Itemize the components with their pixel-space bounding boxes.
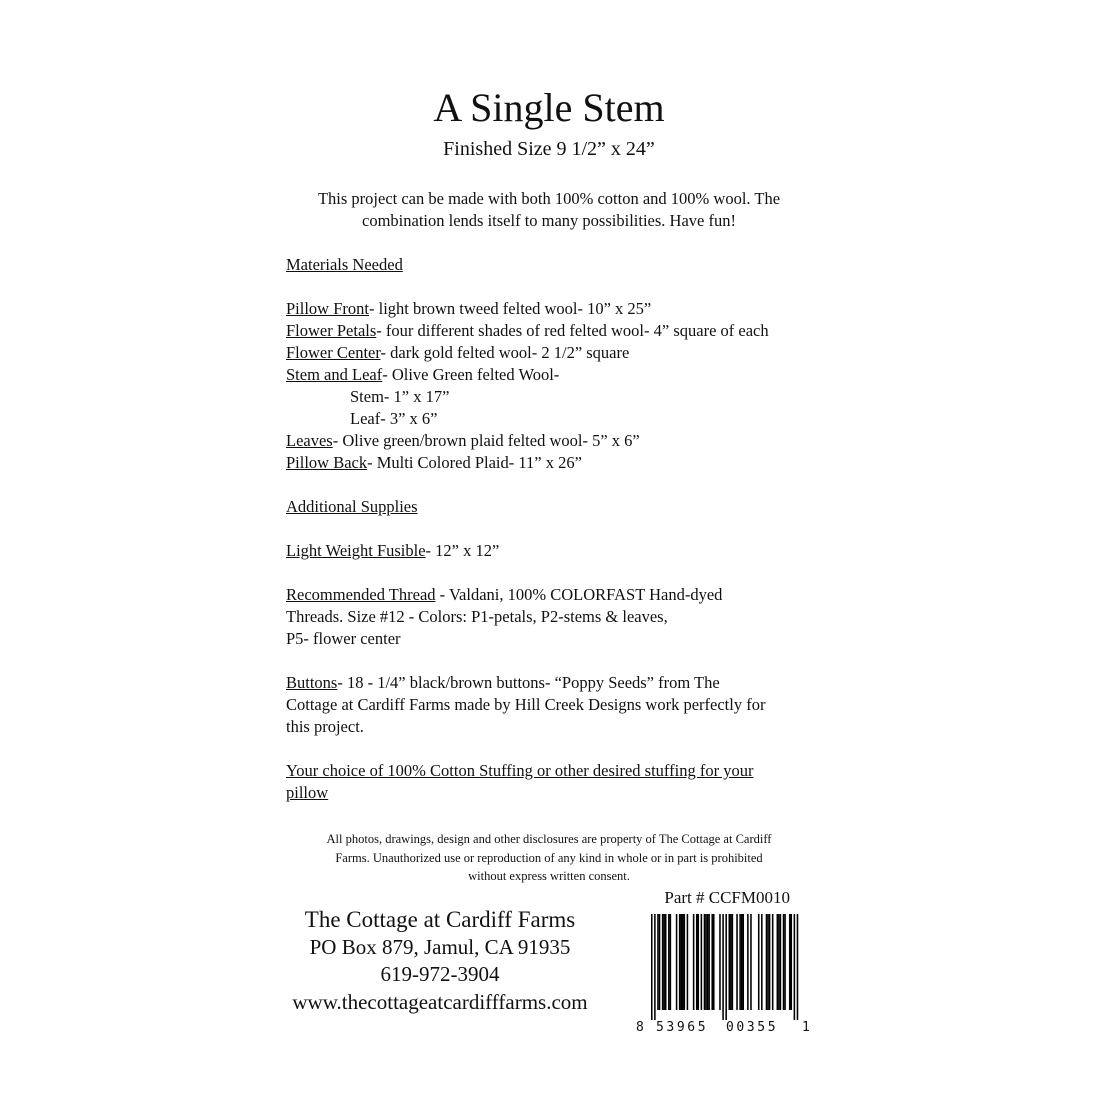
barcode-bar	[665, 914, 667, 1010]
supply-item	[286, 584, 826, 606]
intro-paragraph	[270, 188, 828, 232]
barcode-bar	[777, 914, 779, 1010]
material-label: Flower Center	[286, 343, 381, 362]
stuffing-line: pillow	[286, 783, 329, 802]
barcode-bar	[772, 914, 774, 1010]
barcode-bar	[679, 914, 681, 1010]
barcode-bar	[687, 914, 689, 1010]
supply-text: - Valdani, 100% COLORFAST Hand-dyed	[435, 585, 723, 604]
company-website: www.thecottageatcardifffarms.com	[292, 989, 588, 1014]
stuffing-line: Your choice of 100% Cotton Stuffing or other desired stuffing for your	[286, 761, 754, 780]
supply-item	[286, 672, 826, 694]
barcode-bar	[767, 914, 769, 1010]
material-label: Flower Petals	[286, 321, 377, 340]
material-label: Leaves	[286, 431, 333, 450]
material-item	[286, 342, 826, 364]
supply-text: P5- flower center	[286, 629, 401, 648]
barcode-bar	[693, 914, 695, 1010]
barcode-bar	[761, 914, 763, 1010]
barcode-bar	[741, 914, 743, 1010]
materials-body	[286, 254, 826, 804]
barcode-bar	[758, 914, 760, 1010]
supplies-heading: Additional Supplies	[286, 497, 418, 516]
supply-label: Buttons	[286, 673, 338, 692]
company-phone: 619-972-3904	[380, 962, 500, 986]
barcode-digit-first: 8	[636, 1020, 644, 1035]
barcode-bar	[797, 914, 799, 1020]
barcode-bar	[654, 914, 656, 1020]
material-text: - four different shades of red felted wool- 4” square of each	[376, 321, 769, 340]
barcode-bar	[791, 914, 793, 1010]
barcode-bar	[668, 914, 670, 1010]
barcode-bar	[729, 914, 731, 1010]
barcode-bar	[730, 914, 732, 1010]
disclaimer-line: Farms. Unauthorized use or reproduction of any kind in whole or in part is prohibited	[335, 850, 763, 865]
company-info	[270, 906, 610, 1016]
material-item	[286, 320, 826, 342]
barcode-bar	[662, 914, 664, 1010]
supply-text: Threads. Size #12 - Colors: P1-petals, P2-stems & leaves,	[286, 607, 668, 626]
barcode-bar	[705, 914, 707, 1010]
supply-label: Light Weight Fusible	[286, 541, 426, 560]
barcode-bar	[736, 914, 738, 1010]
barcode-bar	[708, 914, 710, 1010]
barcode-bar	[750, 914, 752, 1010]
barcode-bar	[657, 914, 659, 1010]
material-item	[286, 364, 826, 386]
material-label: Pillow Front	[286, 299, 369, 318]
material-item	[286, 452, 826, 474]
barcode-bar	[725, 914, 727, 1020]
barcode-bar	[676, 914, 678, 1010]
material-label: Pillow Back	[286, 453, 368, 472]
material-item	[286, 430, 826, 452]
barcode-bar	[704, 914, 706, 1010]
barcode-bar	[789, 914, 791, 1010]
intro-line: combination lends itself to many possibilities. Have fun!	[362, 211, 736, 230]
part-number: Part # CCFM0010	[664, 888, 790, 907]
material-label: Stem and Leaf	[286, 365, 383, 384]
material-text: - Multi Colored Plaid- 11” x 26”	[367, 453, 582, 472]
barcode-bar	[711, 914, 713, 1010]
barcode-bar	[732, 914, 734, 1010]
barcode-bar	[713, 914, 715, 1010]
barcode-bar	[651, 914, 653, 1020]
company-name: The Cottage at Cardiff Farms	[304, 907, 576, 932]
barcode-bar	[682, 914, 684, 1010]
disclaimer-line: All photos, drawings, design and other disclosures are property of The Cottage at Cardiff	[326, 832, 772, 846]
barcode-bar	[696, 914, 698, 1010]
company-address: PO Box 879, Jamul, CA 91935	[309, 934, 571, 959]
disclaimer-line: without express written consent.	[468, 869, 630, 883]
barcode-bar	[698, 914, 700, 1010]
copyright-disclaimer	[280, 830, 818, 886]
barcode-bars	[636, 914, 814, 1020]
barcode-group-left: 53965	[656, 1020, 709, 1035]
barcode-bar	[684, 914, 686, 1010]
page-title: A Single Stem	[433, 85, 665, 130]
barcode-bar	[769, 914, 771, 1010]
barcode-bar	[778, 914, 780, 1010]
supply-text: this project.	[286, 717, 364, 736]
barcode-bar	[659, 914, 661, 1010]
barcode-bar	[719, 914, 721, 1010]
material-subitem: Leaf- 3” x 6”	[350, 409, 438, 428]
materials-heading: Materials Needed	[286, 255, 403, 274]
barcode-bar	[747, 914, 749, 1010]
barcode	[636, 914, 814, 1040]
material-subitem: Stem- 1” x 17”	[350, 387, 450, 406]
finished-size: Finished Size 9 1/2” x 24”	[443, 138, 655, 160]
barcode-group-right: 00355	[726, 1020, 779, 1035]
barcode-bar	[701, 914, 703, 1010]
supply-item	[286, 540, 826, 562]
barcode-bar	[739, 914, 741, 1010]
intro-line: This project can be made with both 100% cotton and 100% wool. The	[317, 189, 781, 208]
barcode-bar	[722, 914, 724, 1020]
barcode-bar	[670, 914, 672, 1010]
barcode-bar	[783, 914, 785, 1010]
barcode-bar	[742, 914, 744, 1010]
barcode-digits	[636, 1020, 814, 1040]
material-item	[286, 298, 826, 320]
supply-text: Cottage at Cardiff Farms made by Hill Creek Designs work perfectly for	[286, 695, 766, 714]
material-text: - Olive green/brown plaid felted wool- 5” x 6”	[332, 431, 640, 450]
material-text: - light brown tweed felted wool- 10” x 25”	[368, 299, 652, 318]
barcode-bar	[766, 914, 768, 1010]
material-text: - dark gold felted wool- 2 1/2” square	[380, 343, 630, 362]
barcode-bar	[780, 914, 782, 1010]
barcode-bar	[794, 914, 796, 1020]
supply-label: Recommended Thread	[286, 585, 436, 604]
barcode-bar	[663, 914, 665, 1010]
barcode-bar	[784, 914, 786, 1010]
supply-text: - 12” x 12”	[425, 541, 500, 560]
material-text: - Olive Green felted Wool-	[382, 365, 560, 384]
supply-text: - 18 - 1/4” black/brown buttons- “Poppy Seeds” from The	[337, 673, 720, 692]
barcode-bar	[707, 914, 709, 1010]
barcode-digit-last: 1	[802, 1020, 810, 1035]
barcode-bar	[680, 914, 682, 1010]
